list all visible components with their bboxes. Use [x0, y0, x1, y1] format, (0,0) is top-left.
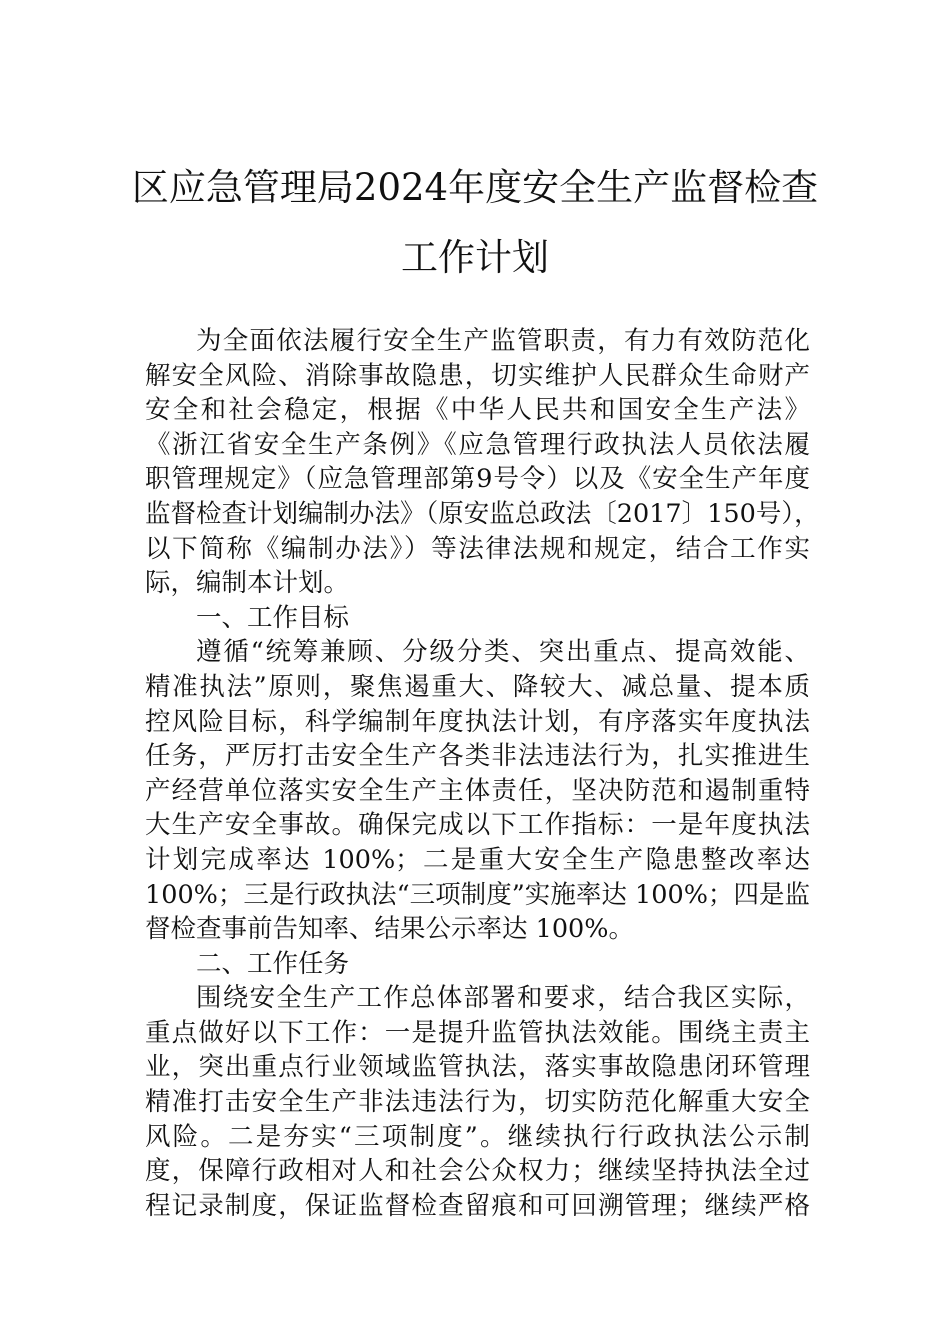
paragraph-line: 产经营单位落实安全生产主体责任，坚决防范和遏制重特: [145, 775, 810, 806]
paragraph-line: 解安全风险、消除事故隐患，切实维护人民群众生命财产: [145, 360, 810, 391]
paragraph-line: 以下简称《编制办法》）等法律法规和规定，结合工作实: [145, 533, 810, 564]
document-title-line-2: 工作计划: [401, 236, 549, 279]
paragraph-line: 业，突出重点行业领域监管执法，落实事故隐患闭环管理: [145, 1052, 810, 1083]
paragraph-line: 100%；三是行政执法“三项制度”实施率达 100%；四是监: [145, 879, 810, 910]
paragraph-line: 为全面依法履行安全生产监管职责，有力有效防范化: [196, 326, 810, 356]
paragraph-line: 风险。二是夯实“三项制度”。继续执行行政执法公示制: [145, 1121, 810, 1152]
paragraph-line: 控风险目标，科学编制年度执法计划，有序落实年度执法: [145, 706, 810, 737]
paragraph-line: 度，保障行政相对人和社会公众权力；继续坚持执法全过: [145, 1156, 810, 1187]
paragraph-line: 《浙江省安全生产条例》《应急管理行政执法人员依法履: [145, 429, 810, 460]
section-heading: 二、工作任务: [196, 948, 350, 979]
paragraph-line: 际，编制本计划。: [145, 568, 350, 599]
paragraph-line: 督检查事前告知率、结果公示率达 100%。: [145, 914, 635, 945]
paragraph-line: 安全和社会稳定，根据《中华人民共和国安全生产法》: [145, 395, 810, 426]
paragraph-line: 监督检查计划编制办法》（原安监总政法〔2017〕150号），: [145, 498, 820, 529]
paragraph-line: 职管理规定》（应急管理部第9号令）以及《安全生产年度: [145, 464, 810, 495]
paragraph-line: 程记录制度，保证监督检查留痕和可回溯管理；继续严格: [145, 1190, 810, 1221]
section-heading: 一、工作目标: [196, 602, 350, 633]
paragraph-line: 遵循“统筹兼顾、分级分类、突出重点、提高效能、: [196, 637, 810, 668]
document-body: [145, 324, 820, 1223]
paragraph-line: 大生产安全事故。确保完成以下工作指标：一是年度执法: [145, 810, 810, 841]
paragraph-line: 围绕安全生产工作总体部署和要求，结合我区实际，: [196, 983, 810, 1014]
paragraph-line: 计划完成率达 100%；二是重大安全生产隐患整改率达: [145, 844, 810, 875]
paragraph-line: 精准执法”原则，聚焦遏重大、降较大、减总量、提本质: [145, 671, 810, 702]
paragraph-line: 精准打击安全生产非法违法行为，切实防范化解重大安全: [145, 1087, 810, 1118]
paragraph-line: 重点做好以下工作：一是提升监管执法效能。围绕主责主: [145, 1017, 810, 1048]
paragraph-line: 任务，严厉打击安全生产各类非法违法行为，扎实推进生: [145, 741, 810, 772]
document-title-line-1: 区应急管理局2024年度安全生产监督检查: [131, 166, 819, 209]
